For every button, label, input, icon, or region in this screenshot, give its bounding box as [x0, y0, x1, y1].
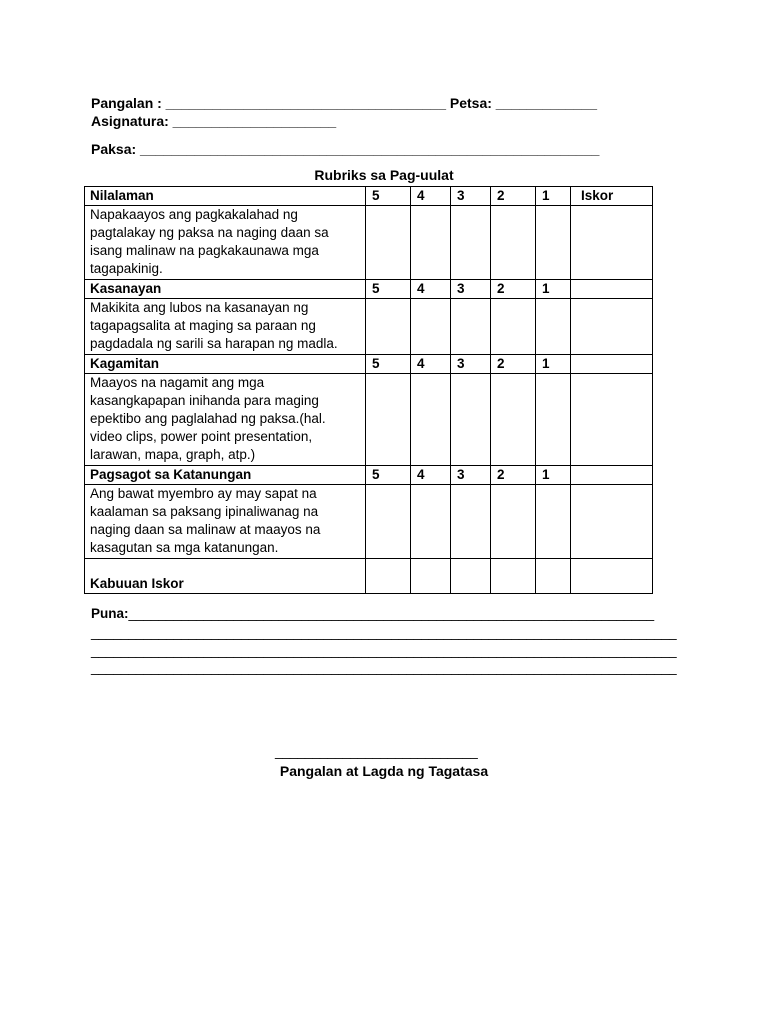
score-cell[interactable]	[536, 299, 571, 355]
iskor-cell[interactable]	[571, 355, 653, 374]
score-label-3: 3	[451, 466, 491, 485]
score-cell[interactable]	[451, 374, 491, 466]
score-label-1: 1	[536, 355, 571, 374]
score-cell[interactable]	[491, 485, 536, 559]
iskor-header: Iskor	[571, 187, 653, 206]
score-label-1: 1	[536, 466, 571, 485]
criterion-name: Kasanayan	[85, 280, 366, 299]
score-cell[interactable]	[491, 374, 536, 466]
score-label-2: 2	[491, 466, 536, 485]
score-cell[interactable]	[366, 485, 411, 559]
criterion-header-row	[85, 466, 653, 485]
score-label-5: 5	[366, 280, 411, 299]
rubric-table	[84, 186, 653, 594]
topic-field[interactable]: Paksa: ___________________________________________________________	[91, 141, 600, 157]
iskor-cell[interactable]	[571, 206, 653, 280]
total-iskor-cell[interactable]	[571, 559, 653, 594]
criterion-description-row	[85, 485, 653, 559]
score-cell[interactable]	[366, 374, 411, 466]
criterion-description: Maayos na nagamit ang mga kasangkapapan inihanda para maging epektibo ang paglalahad ng paksa.(hal. video clips, power point presentation, larawan, mapa, graph, atp.)	[85, 374, 366, 466]
criterion-description-row	[85, 374, 653, 466]
comments-label: Puna:	[91, 606, 129, 621]
subject-field[interactable]: Asignatura: _____________________	[91, 113, 337, 129]
score-cell[interactable]	[411, 485, 451, 559]
score-label-2: 2	[491, 355, 536, 374]
iskor-cell[interactable]	[571, 485, 653, 559]
criterion-description-row	[85, 206, 653, 280]
score-cell[interactable]	[411, 374, 451, 466]
score-cell[interactable]	[366, 299, 411, 355]
score-label-5: 5	[366, 187, 411, 206]
criterion-header-row	[85, 187, 653, 206]
score-label-3: 3	[451, 355, 491, 374]
iskor-cell[interactable]	[571, 299, 653, 355]
total-score-cell[interactable]	[451, 559, 491, 594]
criterion-description: Napakaayos ang pagkakalahad ng pagtalakay ng paksa na naging daan sa isang malinaw na pagkakaunawa mga tagapakinig.	[85, 206, 366, 280]
signature-label: Pangalan at Lagda ng Tagatasa	[279, 763, 489, 779]
signature-line[interactable]: ___________________________	[275, 744, 478, 759]
score-label-4: 4	[411, 355, 451, 374]
comments-line: ______________________________________________________________________	[128, 606, 655, 621]
score-cell[interactable]	[366, 206, 411, 280]
score-label-2: 2	[491, 280, 536, 299]
score-cell[interactable]	[451, 299, 491, 355]
criterion-description: Makikita ang lubos na kasanayan ng tagapagsalita at maging sa paraan ng pagdadala ng sarili sa harapan ng madla.	[85, 299, 366, 355]
score-cell[interactable]	[451, 206, 491, 280]
rubric-title: Rubriks sa Pag-uulat	[314, 167, 454, 183]
score-label-5: 5	[366, 355, 411, 374]
name-date-field[interactable]: Pangalan : ____________________________________ Petsa: _____________	[91, 95, 598, 111]
comments-extra-line[interactable]: ______________________________________________________________________________	[91, 643, 677, 658]
iskor-cell[interactable]	[571, 280, 653, 299]
criterion-name: Kagamitan	[85, 355, 366, 374]
score-label-4: 4	[411, 280, 451, 299]
score-label-2: 2	[491, 187, 536, 206]
score-cell[interactable]	[536, 374, 571, 466]
total-row	[85, 559, 653, 594]
score-label-1: 1	[536, 187, 571, 206]
comments-extra-line[interactable]: ______________________________________________________________________________	[91, 660, 677, 675]
criterion-description: Ang bawat myembro ay may sapat na kaalaman sa paksang ipinaliwanag na naging daan sa malinaw at maayos na kasagutan sa mga katanungan.	[85, 485, 366, 559]
criterion-header-row	[85, 355, 653, 374]
comments-field[interactable]	[91, 606, 654, 622]
score-label-4: 4	[411, 466, 451, 485]
total-score-cell[interactable]	[411, 559, 451, 594]
iskor-cell[interactable]	[571, 466, 653, 485]
total-score-cell[interactable]	[491, 559, 536, 594]
total-label: Kabuuan Iskor	[85, 559, 366, 594]
score-cell[interactable]	[411, 206, 451, 280]
total-score-cell[interactable]	[536, 559, 571, 594]
criterion-name: Pagsagot sa Katanungan	[85, 466, 366, 485]
criterion-header-row	[85, 280, 653, 299]
criterion-name: Nilalaman	[85, 187, 366, 206]
score-label-3: 3	[451, 280, 491, 299]
score-cell[interactable]	[536, 206, 571, 280]
score-label-5: 5	[366, 466, 411, 485]
score-label-1: 1	[536, 280, 571, 299]
score-label-3: 3	[451, 187, 491, 206]
score-cell[interactable]	[536, 485, 571, 559]
score-label-4: 4	[411, 187, 451, 206]
comments-extra-line[interactable]: ______________________________________________________________________________	[91, 625, 677, 640]
total-score-cell[interactable]	[366, 559, 411, 594]
score-cell[interactable]	[491, 206, 536, 280]
score-cell[interactable]	[411, 299, 451, 355]
score-cell[interactable]	[451, 485, 491, 559]
iskor-cell[interactable]	[571, 374, 653, 466]
criterion-description-row	[85, 299, 653, 355]
score-cell[interactable]	[491, 299, 536, 355]
